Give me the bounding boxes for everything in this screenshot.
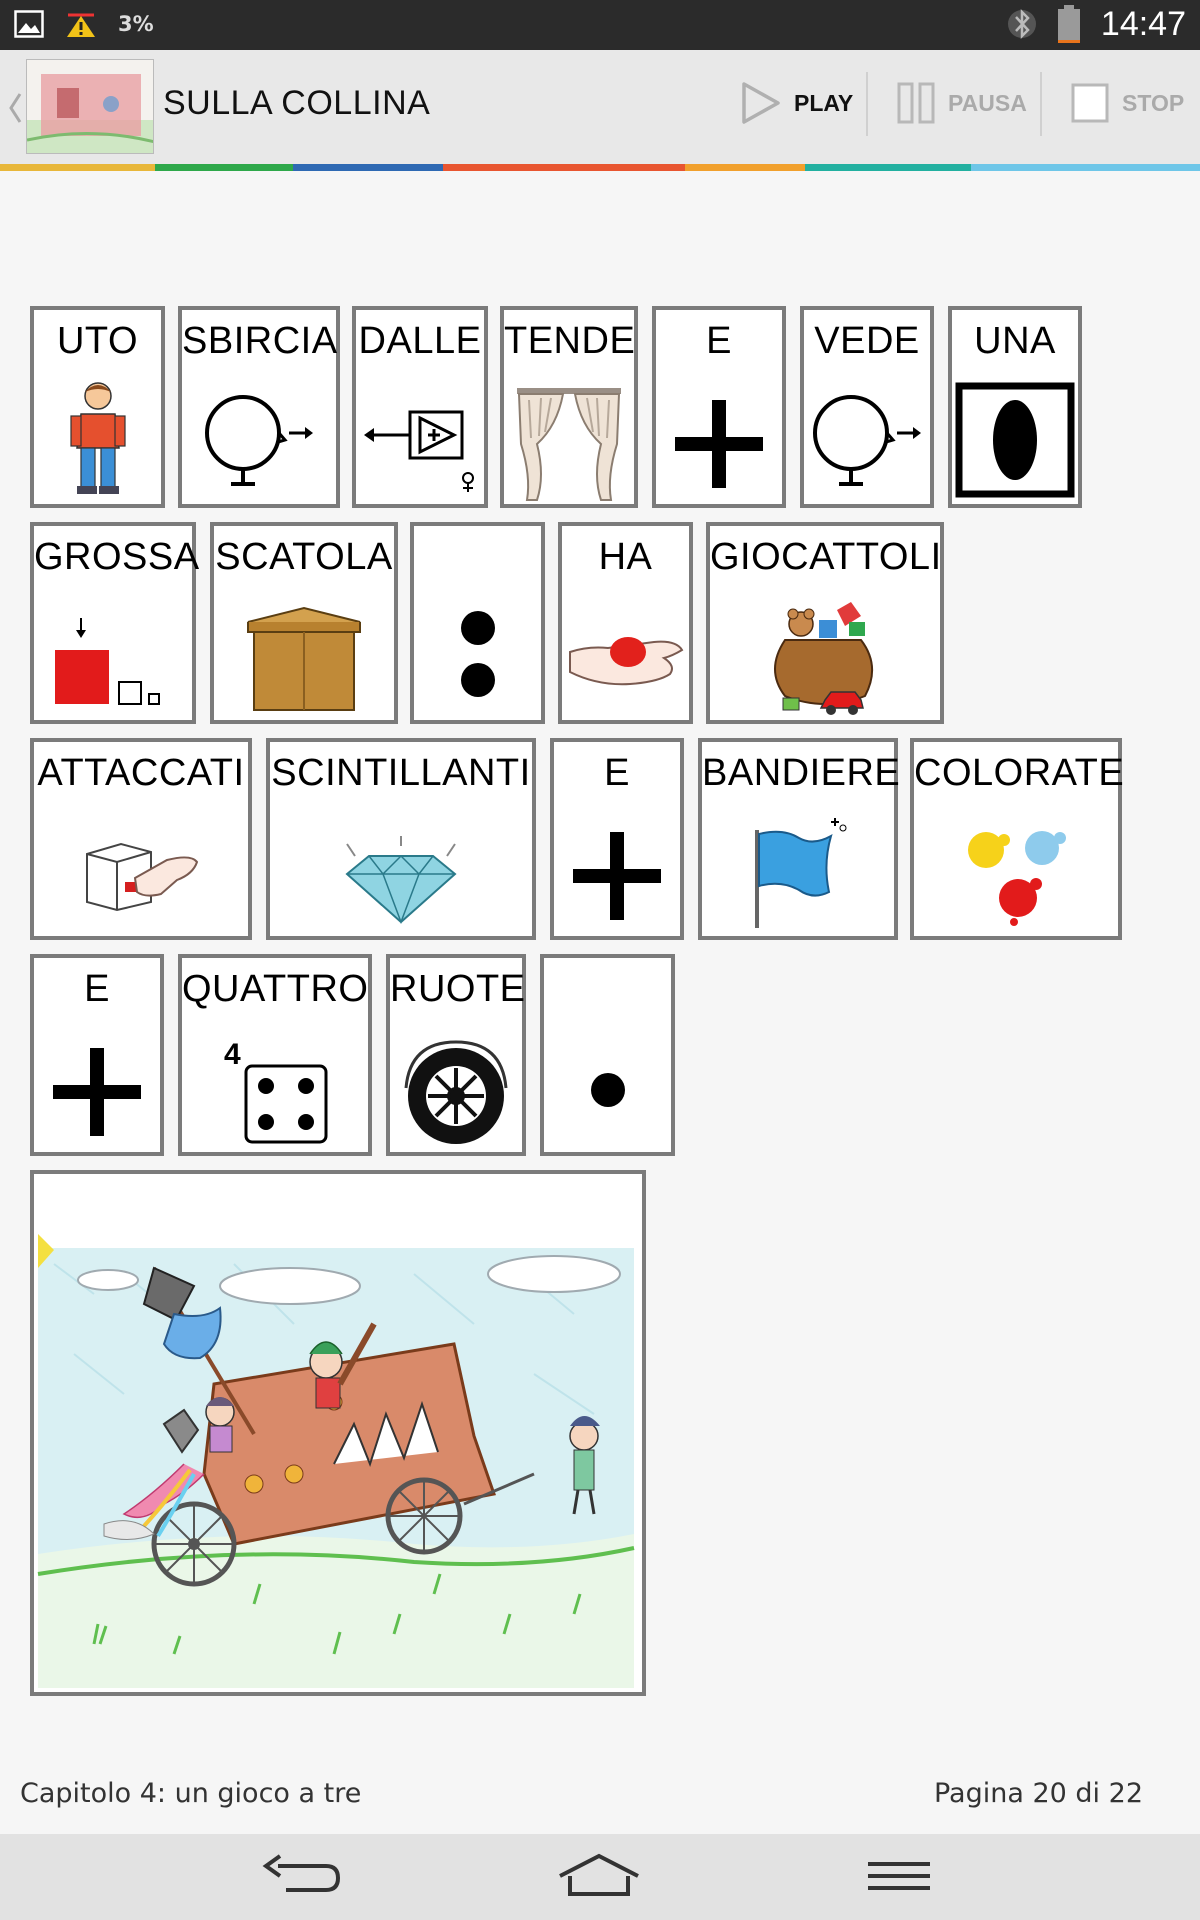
flag-icon [743,814,853,930]
card-word: QUATTRO [182,968,369,1010]
battery-icon [1057,4,1081,44]
color-splashes-icon [958,826,1074,926]
play-icon [740,80,782,126]
symbol-card[interactable] [410,522,545,724]
color-strip-segment [443,164,685,171]
plus-icon [673,398,765,490]
symbol-card[interactable] [550,738,684,940]
card-word: E [706,320,732,362]
divider [1040,72,1042,136]
symbol-card[interactable] [30,522,200,724]
action-bar [0,50,1200,168]
symbol-card[interactable] [910,738,1125,940]
back-icon[interactable] [256,1848,346,1904]
card-word: SCATOLA [215,536,393,578]
play-label: PLAY [794,89,854,116]
plus-icon [51,1046,143,1138]
symbol-card[interactable] [352,306,488,508]
image-notification-icon [14,10,44,38]
card-word: GIOCATTOLI [710,536,942,578]
symbol-card[interactable] [386,954,526,1156]
stop-icon [1070,82,1110,124]
pause-label: PAUSA [948,89,1027,116]
card-word: COLORATE [914,752,1125,794]
symbol-card[interactable] [800,306,934,508]
card-word: RUOTE [390,968,526,1010]
card-word: DALLE [358,320,482,362]
warning-icon [64,9,98,39]
symbol-card[interactable] [30,306,165,508]
colon-icon [458,608,498,700]
color-strip [0,164,1200,171]
color-strip-segment [0,164,155,171]
home-icon[interactable] [554,1848,644,1904]
card-word: UTO [56,320,139,362]
card-word: GROSSA [34,536,200,578]
card-word: ATTACCATI [37,752,245,794]
symbol-card[interactable] [500,306,638,508]
play-button[interactable] [740,76,853,130]
card-word: VEDE [814,320,920,362]
symbol-card[interactable] [30,738,252,940]
toys-sack-icon [765,600,885,716]
card-word: SCINTILLANTI [271,752,531,794]
color-strip-segment [155,164,293,171]
peek-head-icon [199,388,319,492]
pause-button[interactable] [896,76,1027,130]
navigation-bar [0,1834,1200,1920]
box-icon [244,602,364,716]
symbol-card[interactable] [266,738,536,940]
color-strip-segment [685,164,805,171]
four-dice-icon [220,1034,330,1144]
color-strip-segment [805,164,971,171]
chapter-label: Capitolo 4: un gioco a tre [20,1778,362,1809]
attach-box-icon [81,838,201,912]
period-icon [588,1070,628,1110]
symbol-card[interactable] [698,738,901,940]
symbol-card[interactable] [706,522,944,724]
card-word: TENDE [504,320,636,362]
boy-icon [63,378,133,498]
color-strip-segment [971,164,1200,171]
number-label: 4 [224,1038,241,1071]
chevron-left-icon[interactable] [6,90,24,126]
symbol-card[interactable] [178,954,372,1156]
story-illustration[interactable] [30,1170,646,1696]
battery-percent: 3% [118,12,154,36]
card-word: E [84,968,110,1010]
page-indicator: Pagina 20 di 22 [933,1778,1143,1809]
bluetooth-icon [1007,4,1037,44]
from-arrow-icon [362,392,478,500]
menu-icon[interactable] [854,1848,944,1904]
divider [866,72,868,136]
stop-button[interactable] [1070,76,1184,130]
symbol-card[interactable] [948,306,1082,508]
symbol-card[interactable] [652,306,786,508]
card-word: BANDIERE [702,752,901,794]
one-oval-icon [955,382,1075,498]
story-title: SULLA COLLINA [163,84,431,122]
symbol-card[interactable] [540,954,675,1156]
symbol-card[interactable] [210,522,398,724]
see-head-icon [807,388,927,492]
card-word: UNA [974,320,1056,362]
status-bar [0,0,1200,50]
pause-icon [896,81,936,125]
symbol-card[interactable] [558,522,693,724]
color-strip-segment [293,164,443,171]
symbol-card[interactable] [178,306,340,508]
card-word: SBIRCIA [182,320,338,362]
symbol-card[interactable] [30,954,164,1156]
child-drawing-icon [34,1174,642,1692]
wheel-icon [400,1038,512,1146]
hand-holding-icon [568,622,684,692]
card-word: E [604,752,630,794]
curtains-icon [517,386,621,502]
stop-label: STOP [1122,89,1185,116]
big-square-icon [53,616,173,716]
clock: 14:47 [1100,4,1186,43]
card-word: HA [598,536,653,578]
book-cover-thumbnail[interactable] [26,59,154,154]
diamond-icon [339,836,463,926]
plus-icon [571,830,663,922]
